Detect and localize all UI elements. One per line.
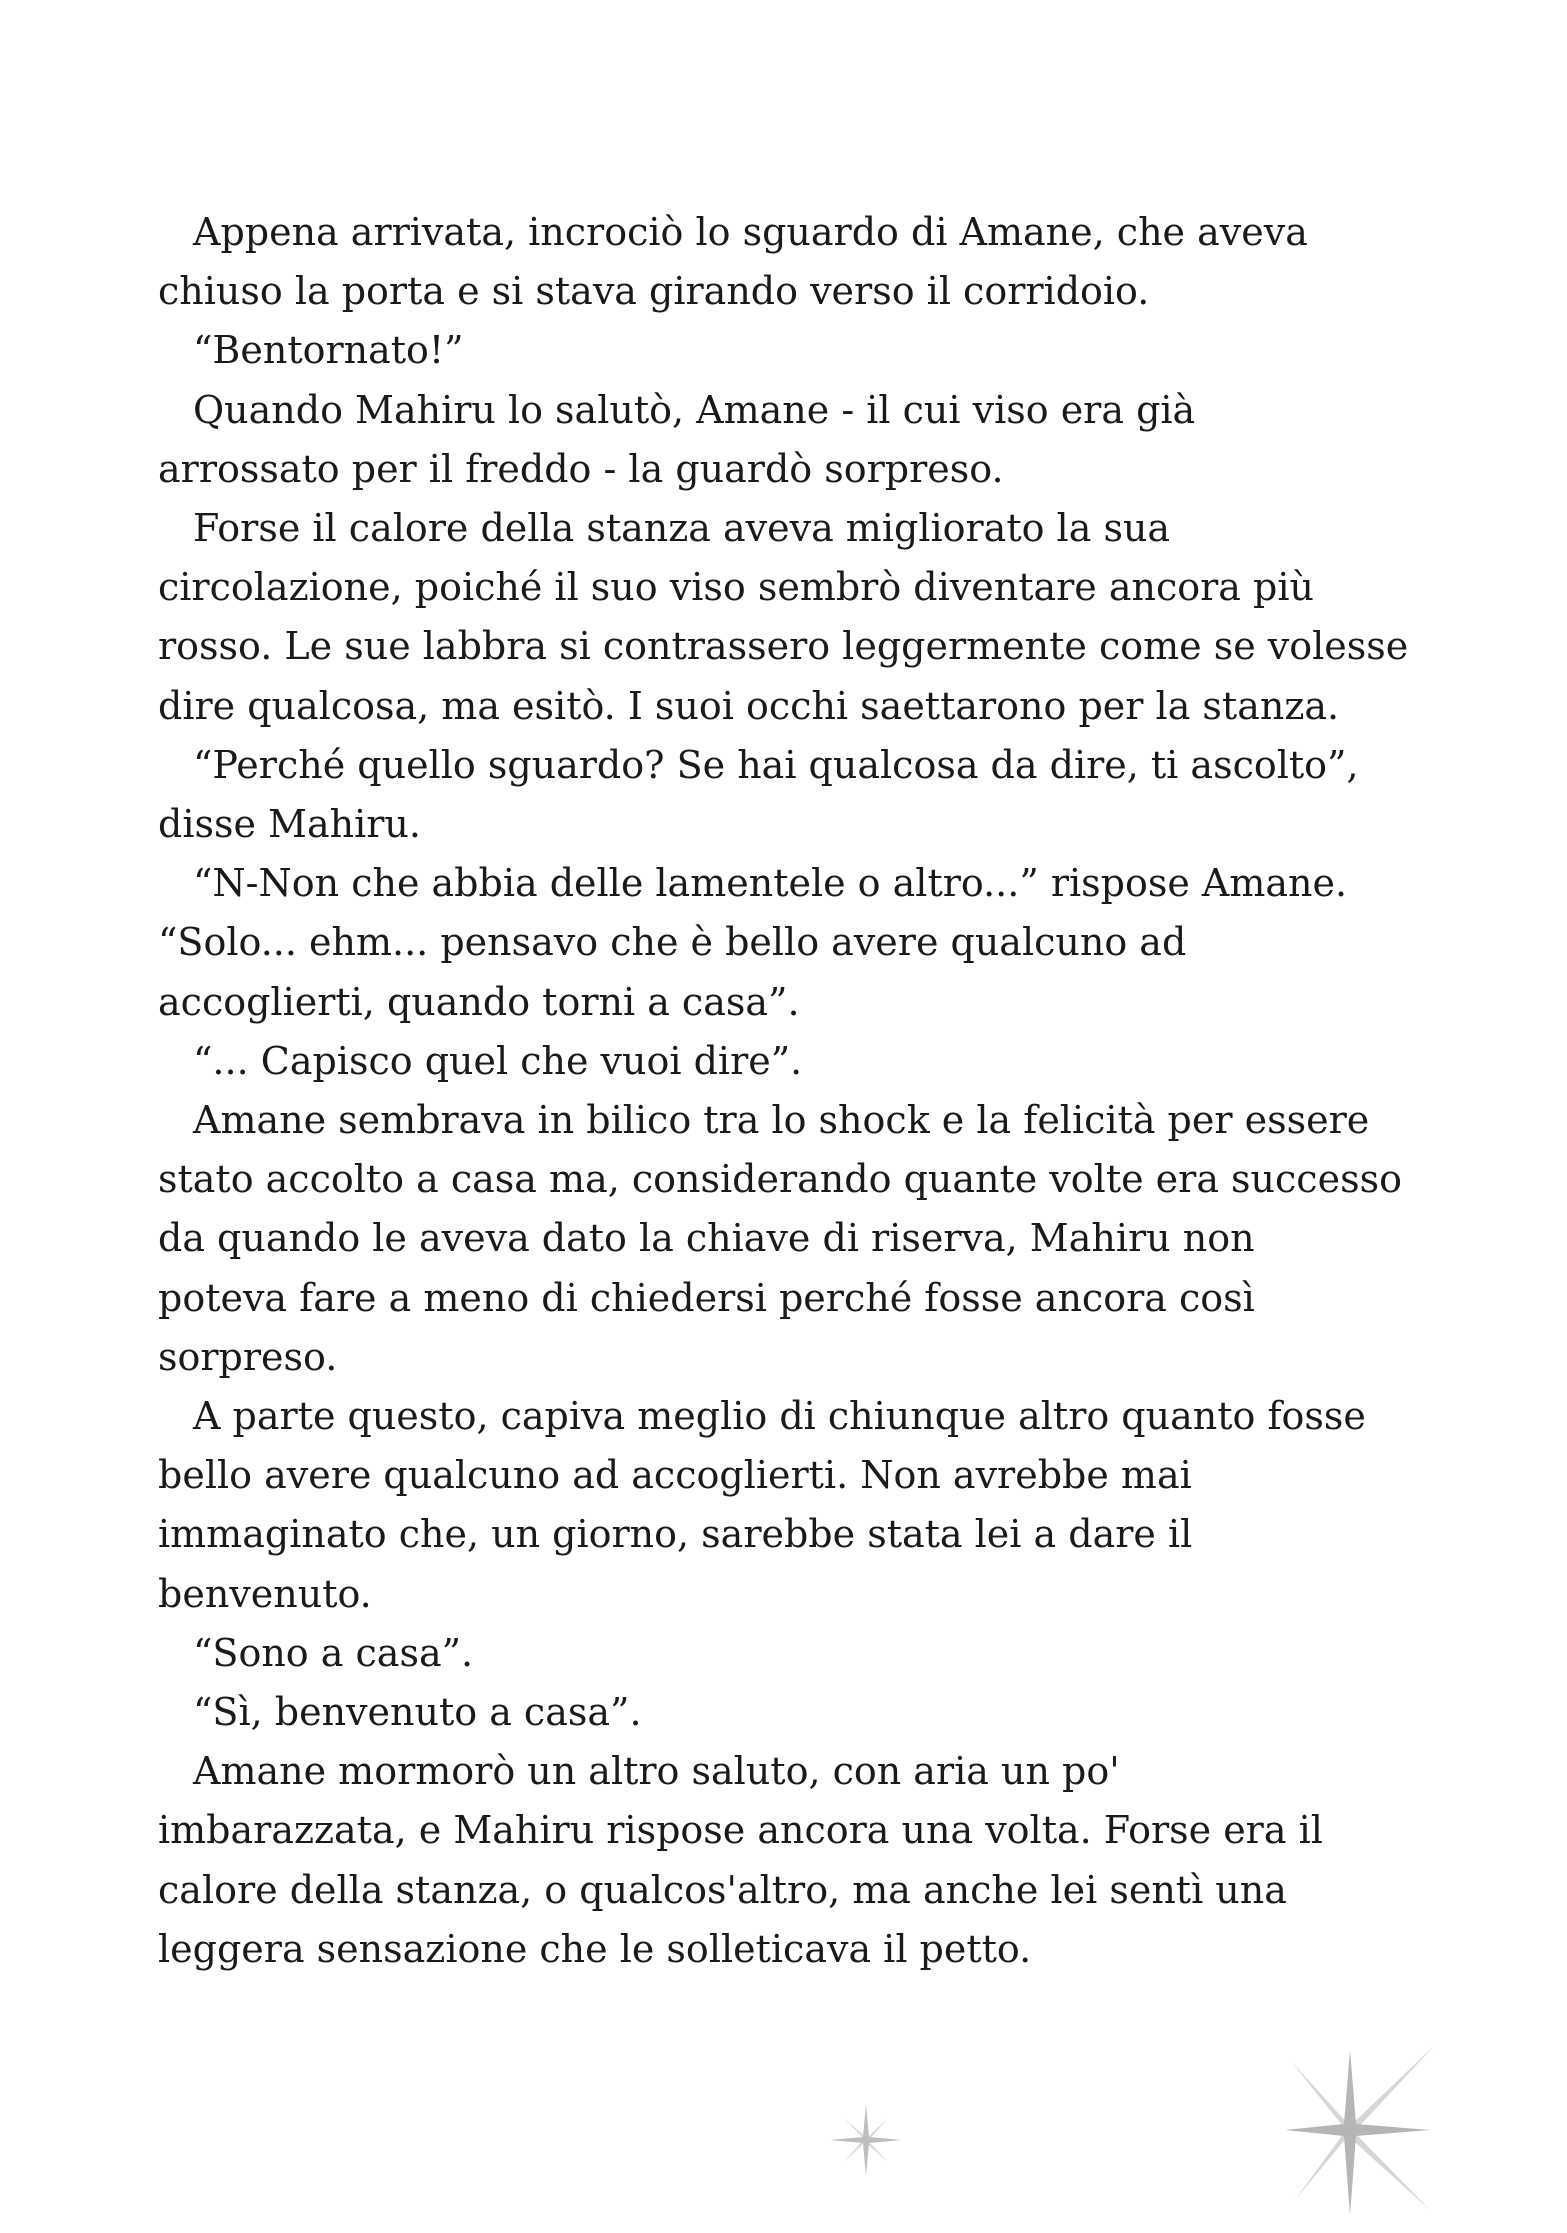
text-line: Forse il calore della stanza aveva migliorato la sua (193, 506, 1171, 551)
text-line: “Sono a casa”. (193, 1630, 474, 1675)
text-line: Quando Mahiru lo salutò, Amane - il cui viso era già (193, 387, 1196, 432)
text-line: da quando le aveva dato la chiave di riserva, Mahiru non (158, 1216, 1255, 1261)
sparkle-small-icon (826, 2100, 906, 2180)
text-line: Amane mormorò un altro saluto, con aria un po' (193, 1749, 1120, 1794)
text-line: chiuso la porta e si stava girando verso il corridoio. (158, 269, 1150, 314)
text-line: “Sì, benvenuto a casa”. (193, 1690, 642, 1735)
text-line: “Perché quello sguardo? Se hai qualcosa da dire, ti ascolto”, (193, 742, 1359, 787)
text-line: imbarazzata, e Mahiru rispose ancora una volta. Forse era il (158, 1808, 1323, 1853)
text-line: benvenuto. (158, 1571, 372, 1616)
text-line: “... Capisco quel che vuoi dire”. (193, 1038, 803, 1083)
text-line: accoglierti, quando torni a casa”. (158, 979, 800, 1024)
text-line: Amane sembrava in bilico tra lo shock e la felicità per essere (193, 1098, 1370, 1143)
text-line: disse Mahiru. (158, 802, 421, 847)
text-line: sorpreso. (158, 1334, 338, 1379)
text-line: “Bentornato!” (193, 328, 464, 373)
body-text (158, 203, 1418, 1979)
text-line: dire qualcosa, ma esitò. I suoi occhi saettarono per la stanza. (158, 683, 1340, 728)
text-line: leggera sensazione che le solleticava il petto. (158, 1926, 1032, 1971)
text-line: immaginato che, un giorno, sarebbe stata lei a dare il (158, 1512, 1193, 1557)
sparkle-large-icon (1280, 2040, 1440, 2220)
text-line: “Solo... ehm... pensavo che è bello avere qualcuno ad (158, 920, 1187, 965)
text-line: A parte questo, capiva meglio di chiunque altro quanto fosse (193, 1394, 1366, 1439)
text-line: stato accolto a casa ma, considerando quante volte era successo (158, 1157, 1402, 1202)
text-line: calore della stanza, o qualcos'altro, ma anche lei sentì una (158, 1867, 1287, 1912)
text-line: poteva fare a meno di chiedersi perché fosse ancora così (158, 1275, 1255, 1320)
text-line: rosso. Le sue labbra si contrassero leggermente come se volesse (158, 624, 1409, 669)
text-line: bello avere qualcuno ad accoglierti. Non avrebbe mai (158, 1453, 1192, 1498)
text-line: circolazione, poiché il suo viso sembrò diventare ancora più (158, 565, 1314, 610)
text-line: “N-Non che abbia delle lamentele o altro...” rispose Amane. (193, 861, 1348, 906)
text-line: Appena arrivata, incrociò lo sguardo di Amane, che aveva (193, 210, 1308, 254)
text-line: arrossato per il freddo - la guardò sorpreso. (158, 446, 1004, 491)
